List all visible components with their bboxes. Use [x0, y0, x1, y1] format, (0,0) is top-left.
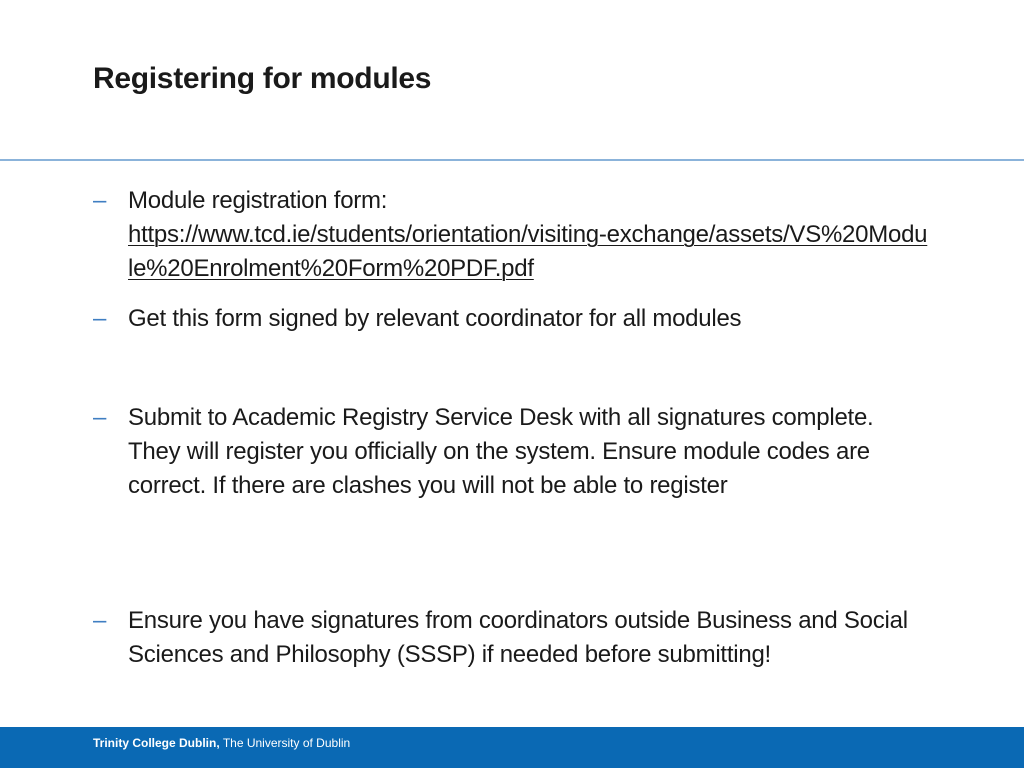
bullet-text: Get this form signed by relevant coordinator for all modules: [128, 305, 742, 332]
slide-title: Registering for modules: [93, 62, 432, 95]
footer-bar: [0, 727, 1024, 768]
footer-subtitle: The University of Dublin: [222, 736, 351, 750]
bullet-dash-icon: –: [93, 607, 107, 634]
title-divider: [0, 159, 1024, 161]
bullet-text: Submit to Academic Registry Service Desk with all signatures complete. They will register you officially on the system. Ensure module codes are correct. If there are clashes you will not be able to register: [128, 404, 874, 499]
bullet-text: [128, 184, 928, 286]
bullet-dash-icon: –: [93, 305, 107, 332]
bullet-dash-icon: –: [93, 404, 107, 431]
bullet-text: Ensure you have signatures from coordinators outside Business and Social Sciences and Philosophy (SSSP) if needed before submitting!: [128, 607, 908, 668]
footer-institution: Trinity College Dublin,: [93, 736, 220, 750]
registration-form-link[interactable]: https://www.tcd.ie/students/orientation/visiting-exchange/assets/VS%20Module%20Enrolment%20Form%20PDF.pdf: [128, 221, 928, 282]
bullet-dash-icon: –: [93, 187, 107, 214]
footer-text: [93, 736, 350, 750]
bullet-label: Module registration form:: [128, 187, 388, 214]
